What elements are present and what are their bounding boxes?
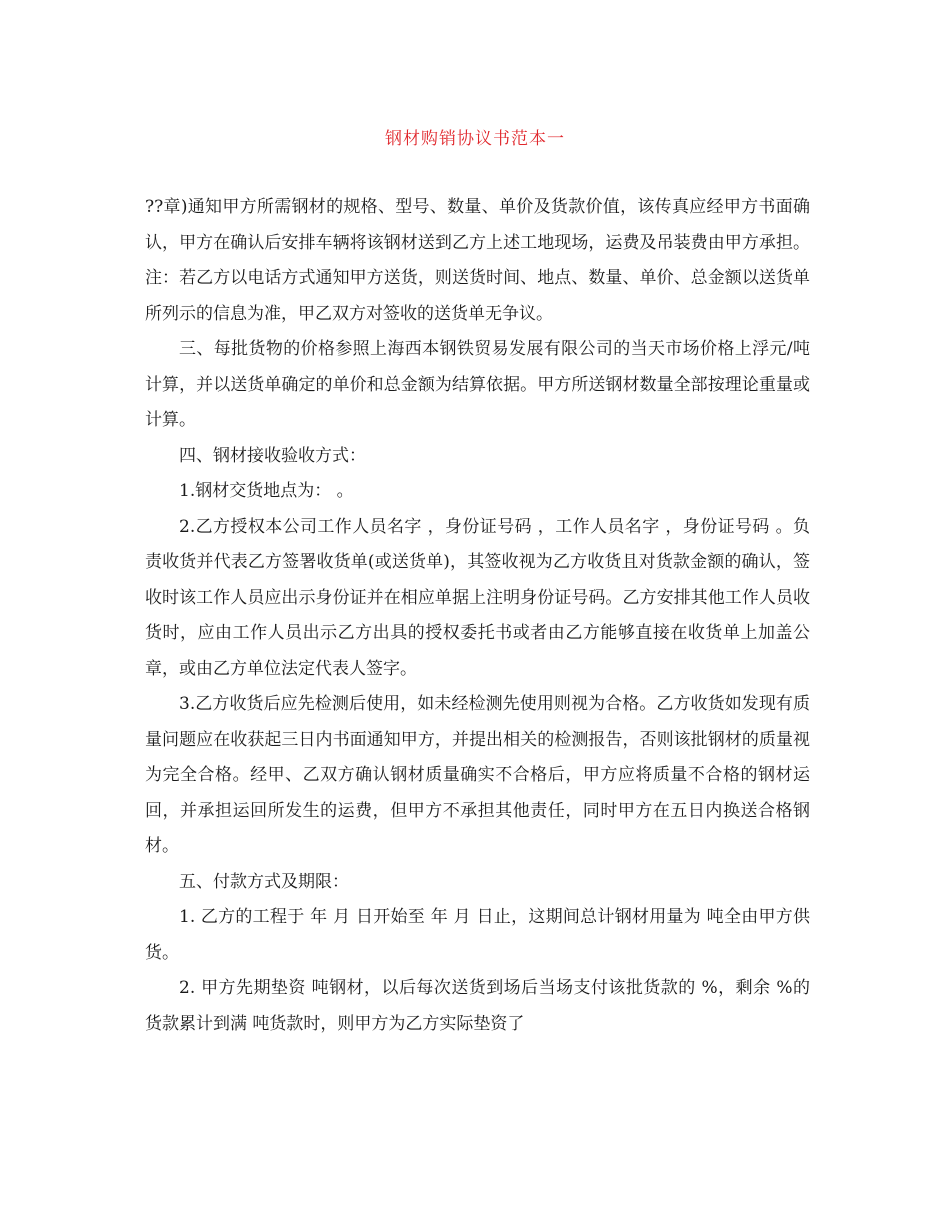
paragraph: 2.乙方授权本公司工作人员名字 ，身份证号码 ，工作人员名字 ，身份证号码 。负责收货并代表乙方签署收货单(或送货单)，其签收视为乙方收货且对货款金额的确认，签收时该工作人员应出示身份证并在相应单据上注明身份证号码。乙方安排其他工作人员收货时，应由工作人员出示乙方出具的授权委托书或者由乙方能够直接在收货单上加盖公章，或由乙方单位法定代表人签字。 [145, 516, 810, 679]
paragraph: 1.钢材交货地点为： 。 [179, 481, 354, 501]
paragraph: ??章)通知甲方所需钢材的规格、型号、数量、单价及货款价值，该传真应经甲方书面确认，甲方在确认后安排车辆将该钢材送到乙方上述工地现场，运费及吊装费由甲方承担。注：若乙方以电话方式通知甲方送货，则送货时间、地点、数量、单价、总金额以送货单所列示的信息为准，甲乙双方对签收的送货单无争议。 [145, 197, 810, 324]
paragraph: 三、每批货物的价格参照上海西本钢铁贸易发展有限公司的当天市场价格上浮元/吨计算，并以送货单确定的单价和总金额为结算依据。甲方所送钢材数量全部按理论重量或 计算。 [145, 339, 810, 430]
document-title: 钢材购销协议书范本一 [385, 129, 565, 149]
paragraph: 2. 甲方先期垫资 吨钢材，以后每次送货到场后当场支付该批货款的 %，剩余 %的货款累计到满 吨货款时，则甲方为乙方实际垫资了 [145, 978, 810, 1034]
paragraph: 1. 乙方的工程于 年 月 日开始至 年 月 日止，这期间总计钢材用量为 吨全由甲方供货。 [145, 907, 810, 963]
paragraph: 四、钢材接收验收方式： [179, 445, 366, 466]
paragraph: 3.乙方收货后应先检测后使用，如未经检测先使用则视为合格。乙方收货如发现有质量问题应在收获起三日内书面通知甲方，并提出相关的检测报告，否则该批钢材的质量视为完全合格。经甲、乙双方确认钢材质量确实不合格后，甲方应将质量不合格的钢材运回，并承担运回所发生的运费，但甲方不承担其他责任，同时甲方在五日内换送合格钢材。 [145, 694, 810, 856]
paragraph: 五、付款方式及期限： [179, 871, 349, 892]
document-body [145, 190, 810, 1042]
